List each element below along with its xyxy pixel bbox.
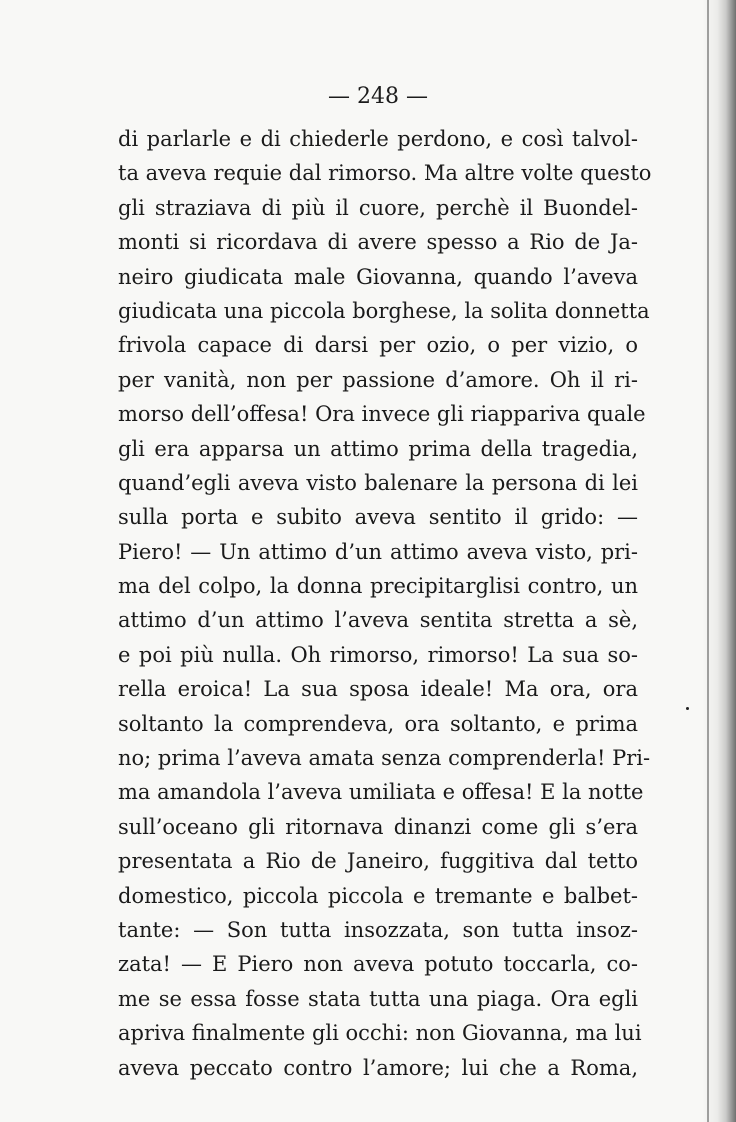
text-line: apriva finalmente gli occhi: non Giovanna, ma lui (118, 1021, 642, 1046)
text-line: me se essa fosse stata tutta una piaga. Ora egli (118, 986, 638, 1011)
text-line: tante: — Son tutta insozzata, son tutta insoz- (118, 917, 638, 942)
text-line: quand’egli aveva visto balenare la persona di lei (118, 470, 638, 495)
text-line: frivola capace di darsi per ozio, o per vizio, o (118, 333, 638, 358)
text-line: e poi più nulla. Oh rimorso, rimorso! La sua so- (118, 642, 638, 667)
text-line: per vanità, non per passione d’amore. Oh il ri- (118, 367, 638, 392)
text-line: neiro giudicata male Giovanna, quando l’aveva (118, 264, 638, 289)
text-line: presentata a Rio de Janeiro, fuggitiva dal tetto (118, 849, 638, 874)
text-line: gli straziava di più il cuore, perchè il Buondel- (118, 195, 638, 220)
text-line: aveva peccato contro l’amore; lui che a Roma, (118, 1055, 638, 1080)
page-number: — 248 — (328, 84, 428, 109)
body-text (118, 122, 652, 1085)
text-line: ta aveva requie dal rimorso. Ma altre volte questo (118, 161, 652, 186)
text-line: rella eroica! La sua sposa ideale! Ma ora, ora (118, 677, 638, 702)
text-line: monti si ricordava di avere spesso a Rio de Ja- (118, 230, 638, 255)
text-line: zata! — E Piero non aveva potuto toccarla, co- (118, 952, 638, 977)
ink-speck (686, 707, 689, 710)
text-line: no; prima l’aveva amata senza comprenderla! Pri- (118, 746, 651, 771)
text-line: ma del colpo, la donna precipitarglisi contro, un (118, 574, 638, 599)
text-line: sulla porta e subito aveva sentito il grido: — (118, 505, 638, 530)
text-line: di parlarle e di chiederle perdono, e così talvol- (118, 127, 638, 151)
text-line: ma amandola l’aveva umiliata e offesa! E la notte (118, 780, 644, 805)
text-line: sull’oceano gli ritornava dinanzi come gli s’era (118, 814, 638, 839)
text-line: gli era apparsa un attimo prima della tragedia, (118, 436, 638, 461)
text-line: attimo d’un attimo l’aveva sentita stretta a sè, (118, 608, 638, 633)
text-line: giudicata una piccola borghese, la solita donnetta (118, 298, 650, 323)
text-line: Piero! — Un attimo d’un attimo aveva visto, pri- (118, 539, 638, 564)
text-line: morso dell’offesa! Ora invece gli riappariva quale (118, 402, 646, 427)
text-line: domestico, piccola piccola e tremante e balbet- (118, 883, 638, 908)
text-line: soltanto la comprendeva, ora soltanto, e prima (118, 711, 638, 736)
page-edge-line (707, 0, 709, 1122)
